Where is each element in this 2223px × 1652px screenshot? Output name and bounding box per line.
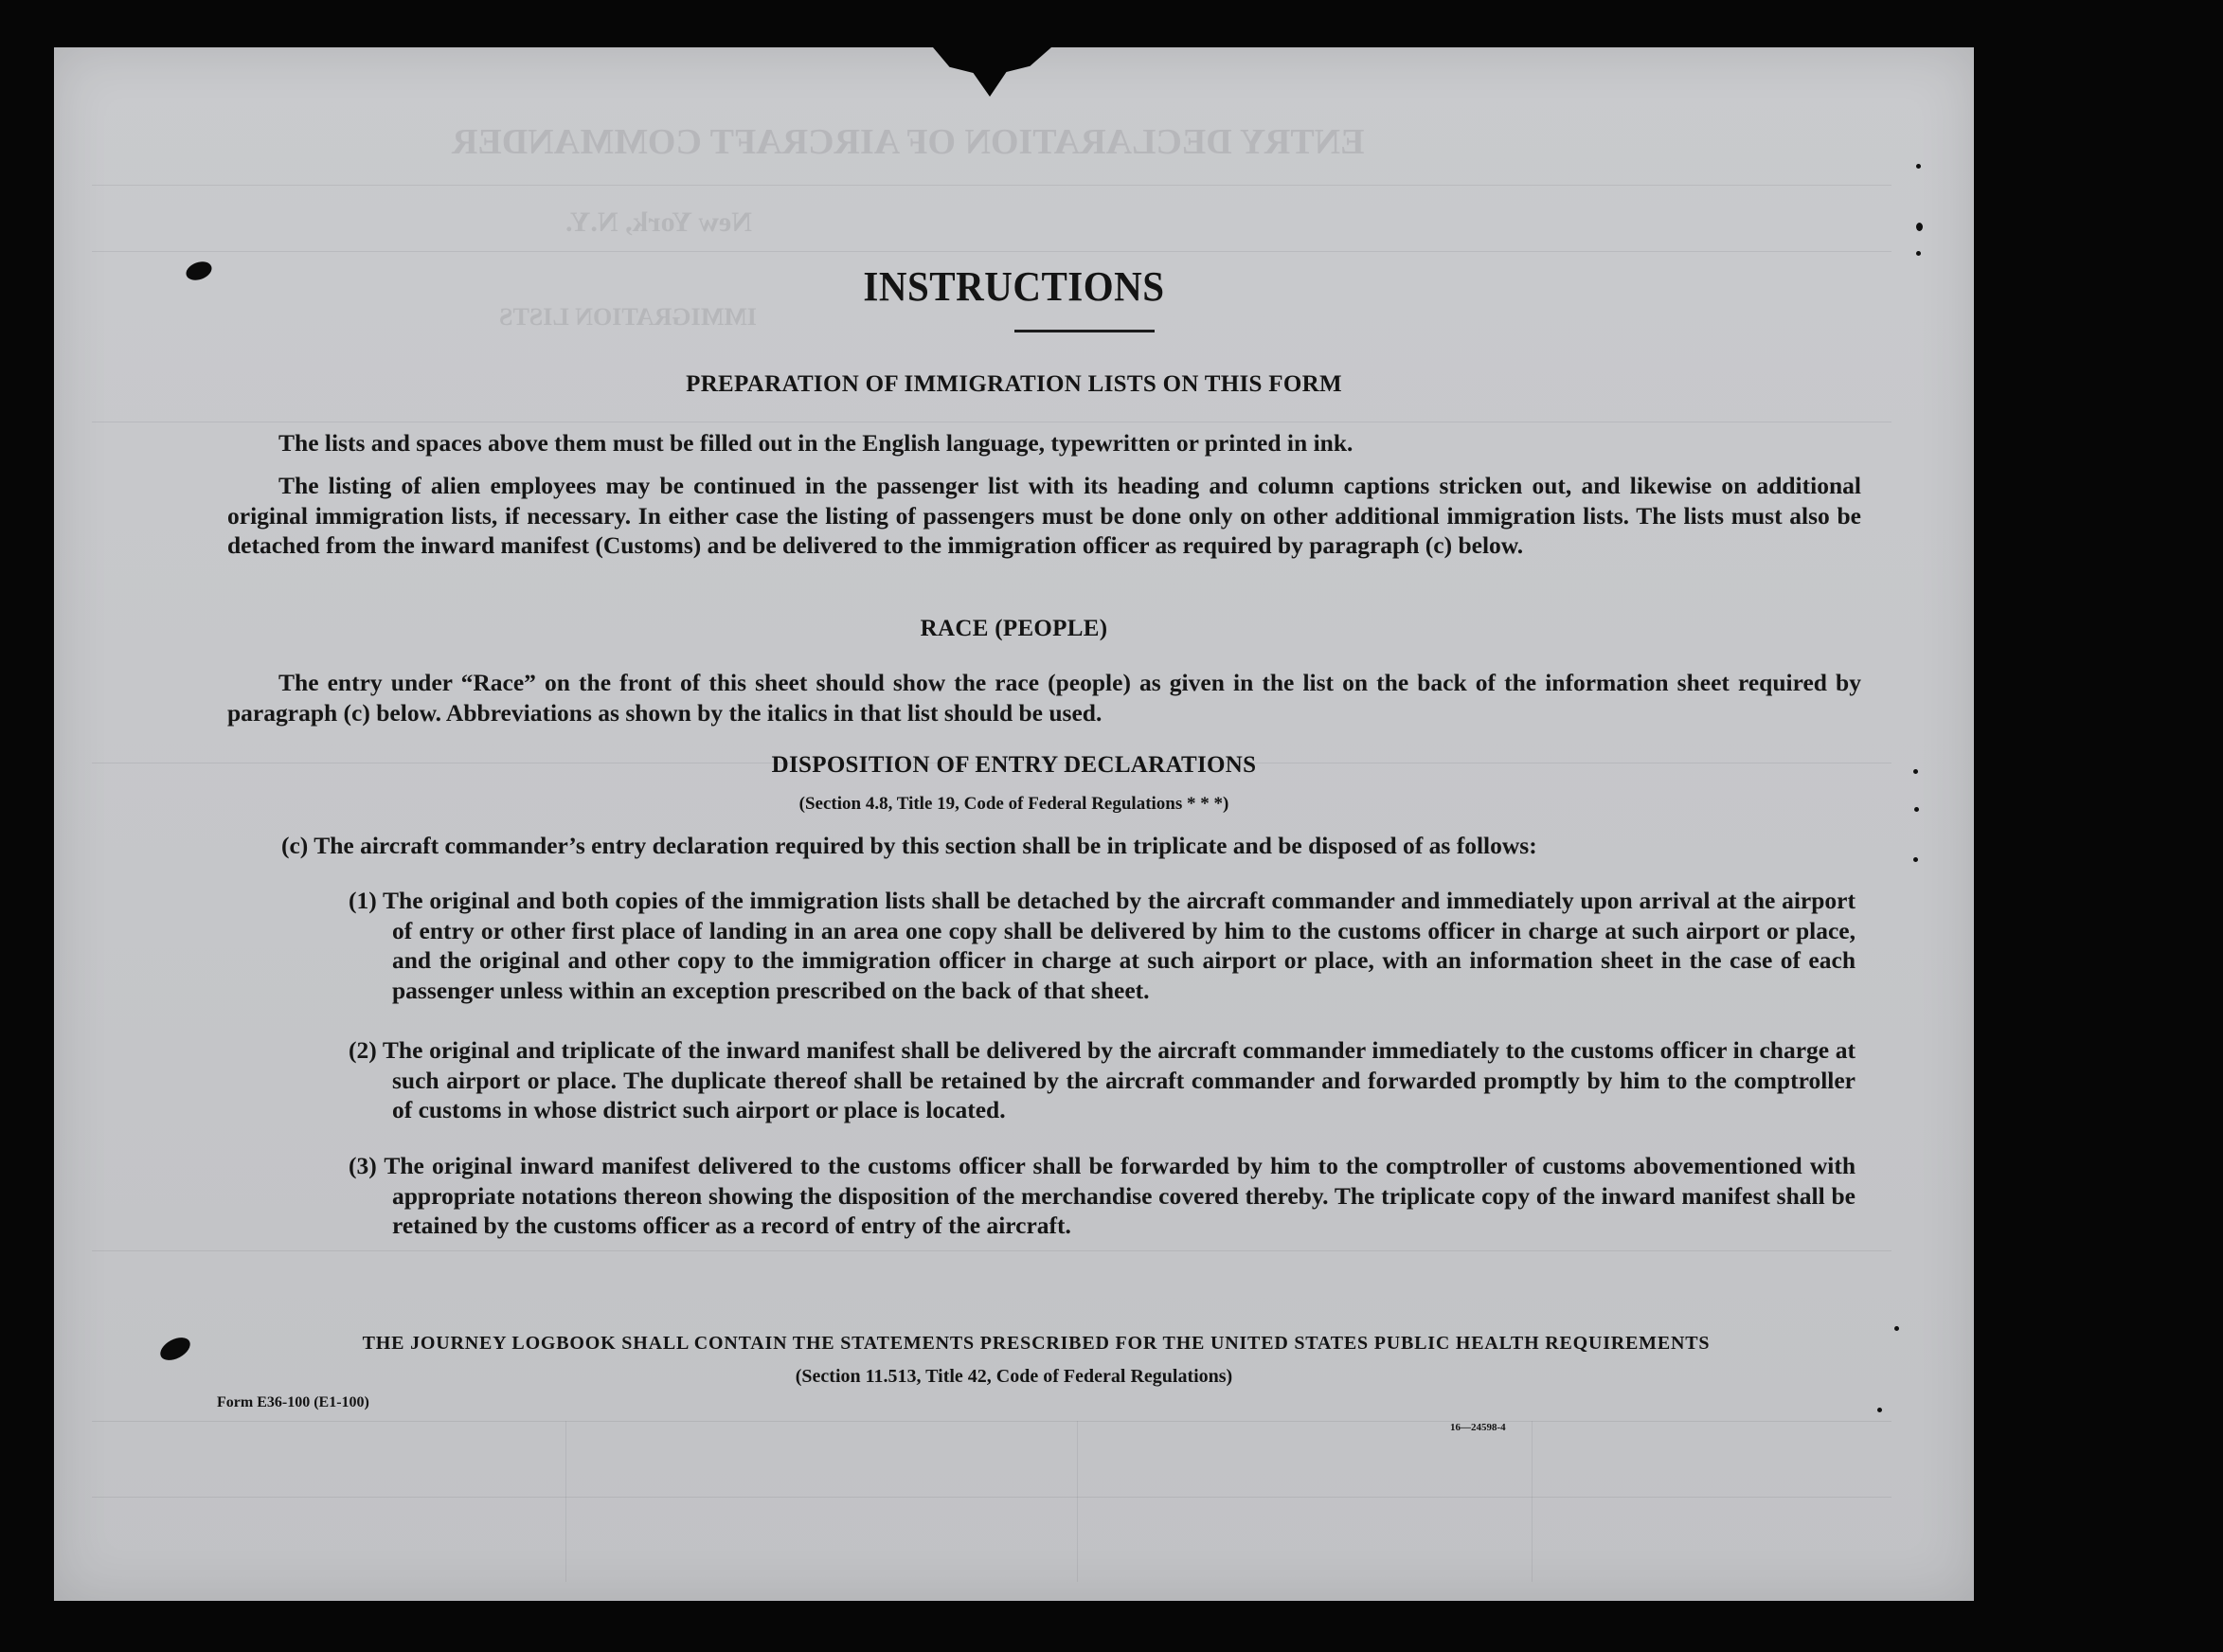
preparation-heading: PREPARATION OF IMMIGRATION LISTS ON THIS FORM <box>686 371 1342 397</box>
disposition-heading: DISPOSITION OF ENTRY DECLARATIONS <box>771 752 1257 778</box>
race-heading: RACE (PEOPLE) <box>920 616 1108 641</box>
bleed-through-heading: ENTRY DECLARATION OF AIRCRAFT COMMANDER <box>452 122 1365 162</box>
disposition-item-3: (3) The original inward manifest delivered to the customs officer shall be forwarded by him to the comptroller of customs abovementioned with appropriate notations thereon showing the disposition of the merchandise covered thereby. The triplicate copy of the inward manifest shall be retained by the customs officer as a record of entry of the aircraft. <box>349 1152 1855 1239</box>
form-number: Form E36-100 (E1-100) <box>217 1394 369 1410</box>
bleed-through-column <box>1532 1421 1533 1582</box>
document-sheet <box>54 47 1974 1601</box>
margin-speck <box>1916 164 1921 169</box>
print-code: 16—24598-4 <box>1450 1422 1506 1433</box>
health-requirements-citation: (Section 11.513, Title 42, Code of Federal Regulations) <box>795 1366 1233 1387</box>
margin-speck <box>1913 769 1918 774</box>
bleed-through-column <box>565 1421 566 1582</box>
bleed-through-line: New York, N.Y. <box>565 206 752 238</box>
bleed-through-rule <box>92 1421 1891 1422</box>
disposition-item-2: (2) The original and triplicate of the inward manifest shall be delivered by the aircraft commander immediately to the customs officer in charge at such airport or place. The duplicate thereof shall be retained by the aircraft commander and forwarded promptly by him to the comptroller of customs in whose district such airport or place is located. <box>349 1036 1855 1123</box>
bleed-through-column <box>1077 1421 1078 1582</box>
preparation-paragraph-1: The lists and spaces above them must be filled out in the English language, typewritten or printed in ink. <box>278 429 1354 457</box>
margin-speck <box>1916 251 1921 256</box>
document-title: INSTRUCTIONS <box>863 262 1165 310</box>
bleed-through-rule <box>92 251 1891 252</box>
margin-speck <box>1877 1408 1882 1412</box>
bleed-through-rule <box>92 185 1891 186</box>
disposition-intro: (c) The aircraft commander’s entry declaration required by this section shall be in triplicate and be disposed of as follows: <box>281 832 1537 859</box>
disposition-citation: (Section 4.8, Title 19, Code of Federal Regulations * * *) <box>798 794 1229 814</box>
disposition-item-1: (1) The original and both copies of the immigration lists shall be detached by the aircraft commander and immediately upon arrival at the airport of entry or other first place of landing in an area one copy shall be delivered by him to the customs officer in charge at such airport or place, and the original and other copy to the immigration officer in charge at such airport or place, with an information sheet in the case of each passenger unless within an exception prescribed on the back of that sheet. <box>349 887 1855 1004</box>
margin-speck <box>1916 223 1923 231</box>
health-requirements-statement: THE JOURNEY LOGBOOK SHALL CONTAIN THE STATEMENTS PRESCRIBED FOR THE UNITED STATES PUBLIC HEALTH REQUIREMENTS <box>362 1333 1711 1354</box>
bleed-through-rule <box>92 1250 1891 1251</box>
margin-speck <box>1894 1326 1899 1331</box>
margin-speck <box>1914 807 1919 812</box>
margin-speck <box>1913 857 1918 862</box>
title-underline <box>1014 330 1155 332</box>
race-paragraph: The entry under “Race” on the front of this sheet should show the race (people) as given in the list on the back of the information sheet required by paragraph (c) below. Abbreviations as shown by the italics in that list should be used. <box>227 669 1861 727</box>
preparation-paragraph-2: The listing of alien employees may be continued in the passenger list with its heading and column captions stricken out, and likewise on additional original immigration lists, if necessary. In either case the listing of passengers must be done only on other additional immigration lists. The lists must also be detached from the inward manifest (Customs) and be delivered to the immigration officer as required by paragraph (c) below. <box>227 472 1861 559</box>
bleed-through-line: IMMIGRATION LISTS <box>499 303 757 331</box>
bleed-through-rule <box>92 1497 1891 1498</box>
